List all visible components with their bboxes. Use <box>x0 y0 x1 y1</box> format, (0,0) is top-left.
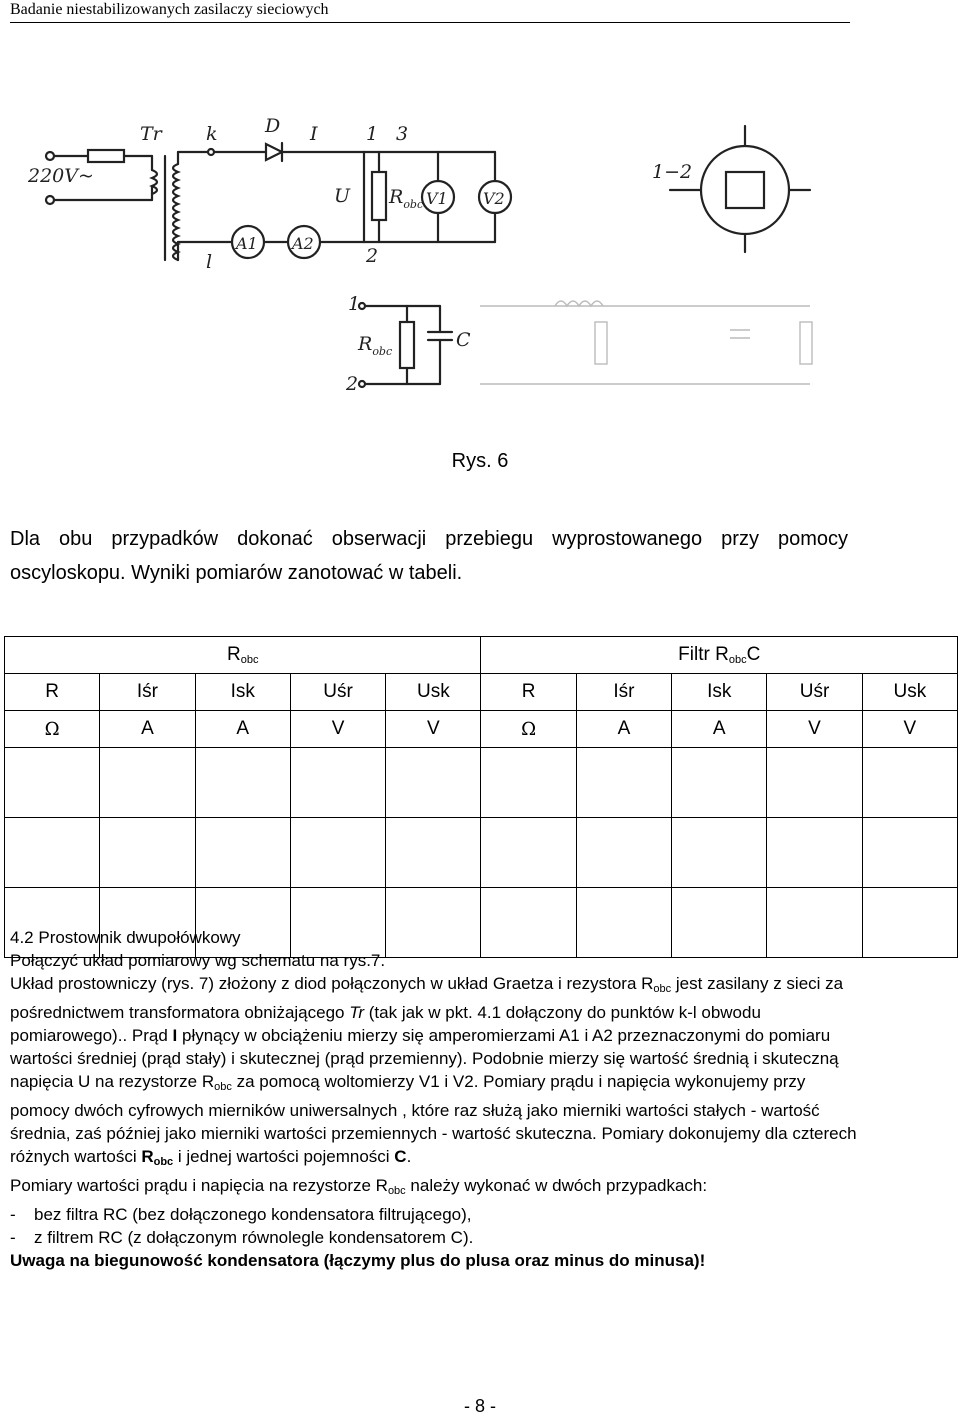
col-header: Uśr <box>290 674 385 711</box>
page-number: - 8 - <box>463 1396 496 1416</box>
data-cell <box>672 818 767 888</box>
label-1: 1 <box>366 123 379 145</box>
label-220v: 220V~ <box>28 165 94 187</box>
data-cell <box>862 748 957 818</box>
data-cell <box>100 748 195 818</box>
label-a1: A1 <box>236 234 258 253</box>
unit-cell: A <box>195 711 290 748</box>
label-l: l <box>206 251 213 273</box>
col-header: Uśr <box>767 674 862 711</box>
table-row <box>5 818 958 888</box>
data-cell <box>386 818 481 888</box>
col-header: Usk <box>862 674 957 711</box>
unit-cell: A <box>576 711 671 748</box>
table-group-row <box>5 637 958 674</box>
label-1-2: 1−2 <box>652 161 693 183</box>
data-cell <box>290 748 385 818</box>
data-cell <box>481 818 576 888</box>
table-units-row <box>5 711 958 748</box>
unit-cell: A <box>100 711 195 748</box>
data-cell <box>576 748 671 818</box>
label-2: 2 <box>366 245 379 267</box>
col-header: R <box>481 674 576 711</box>
label-v1: V1 <box>426 189 448 208</box>
group-header-filter: Filtr $R_{obc}C$ <box>481 637 958 674</box>
unit-cell: V <box>767 711 862 748</box>
data-cell <box>290 818 385 888</box>
label-r-obc: $R_{obc}$ <box>389 186 424 211</box>
section-4-2 <box>10 926 860 1272</box>
data-cell <box>767 818 862 888</box>
data-cell <box>481 748 576 818</box>
label-2-lower: 2 <box>346 373 359 395</box>
figure-caption: Rys. 6 <box>451 450 509 472</box>
section-paragraph-1: Układ prostowniczy (rys. 7) złożony z diod połączonych w układ Graetza i rezystora $R_{obc}$ jest zasilany z sieci za pośrednictwem transformatora obniżającego Tr (tak jak w pkt. 4.1 dołączony do punktów k-l obwodu pomiarowego).. Prąd I płynący w obciążeniu mierzy się amperomierzami A1 i A2 przeznaczonymi do pomiaru wartości średniej (prąd stały) i skutecznej (prąd przemienny). Podobnie mierzy się wartość średnią i skuteczną napięcia U na rezystorze $R_{obc}$ za pomocą woltomierzy V1 i V2. Pomiary prądu i napięcia wykonujemy przy pomocy dwóch cyfrowych mierników uniwersalnych , które raz służą jako mierniki wartości stałych - wartość średnia, zaś później jako mierniki wartości przemiennych - wartość skuteczna. Pomiary dokonujemy dla czterech różnych wartości $R_{obc}$ i jednej wartości pojemności C. <box>10 974 857 1168</box>
unit-cell: V <box>290 711 385 748</box>
section-paragraph-2: Pomiary wartości prądu i napięcia na rezystorze $R_{obc}$ należy wykonać w dwóch przypadkach: <box>10 1176 708 1197</box>
data-cell <box>862 818 957 888</box>
data-cell <box>195 748 290 818</box>
label-i: I <box>310 123 318 145</box>
data-cell <box>386 748 481 818</box>
unit-cell: V <box>862 711 957 748</box>
data-cell <box>100 818 195 888</box>
list-item: - z filtrem RC (z dołączonym równolegle kondensatorem C). <box>10 1228 474 1247</box>
results-table <box>4 636 958 958</box>
data-cell <box>5 818 100 888</box>
col-header: Usk <box>386 674 481 711</box>
table-row <box>5 748 958 818</box>
table-header-row <box>5 674 958 711</box>
circuit-diagram <box>10 60 950 430</box>
col-header: Iśr <box>576 674 671 711</box>
col-header: Iśr <box>100 674 195 711</box>
group-header-robc: $R_{obc}$ <box>5 637 481 674</box>
label-r-obc-lower: $R_{obc}$ <box>358 333 393 358</box>
unit-cell: V <box>386 711 481 748</box>
label-u: U <box>334 185 351 207</box>
label-c: C <box>456 329 471 351</box>
unit-cell: A <box>672 711 767 748</box>
section-heading: 4.2 Prostownik dwupołówkowy <box>10 928 241 947</box>
data-cell <box>5 748 100 818</box>
label-3: 3 <box>396 123 409 145</box>
col-header: Isk <box>195 674 290 711</box>
header-title: Badanie niestabilizowanych zasilaczy sieciowych <box>10 1 329 18</box>
running-header <box>10 0 850 23</box>
label-v2: V2 <box>483 189 505 208</box>
label-a2: A2 <box>292 234 314 253</box>
data-cell <box>672 748 767 818</box>
data-cell <box>576 818 671 888</box>
label-k: k <box>206 123 218 145</box>
warning-text: Uwaga na biegunowość kondensatora (łączymy plus do plusa oraz minus do minusa)! <box>10 1251 706 1270</box>
list-item: - bez filtra RC (bez dołączonego kondensatora filtrującego), <box>10 1205 472 1224</box>
unit-cell: Ω <box>481 711 576 748</box>
data-cell <box>195 818 290 888</box>
data-cell <box>862 888 957 958</box>
unit-cell: Ω <box>5 711 100 748</box>
label-1-lower: 1 <box>348 293 361 315</box>
intro-paragraph: Dla obu przypadków dokonać obserwacji przebiegu wyprostowanego przy pomocy oscyloskopu. Wyniki pomiarów zanotować w tabeli. <box>10 528 848 584</box>
section-instruction: Połączyć układ pomiarowy wg schematu na rys.7. <box>10 951 386 970</box>
col-header: R <box>5 674 100 711</box>
label-tr: Tr <box>140 123 162 145</box>
label-d: D <box>265 115 281 137</box>
col-header: Isk <box>672 674 767 711</box>
data-cell <box>767 748 862 818</box>
